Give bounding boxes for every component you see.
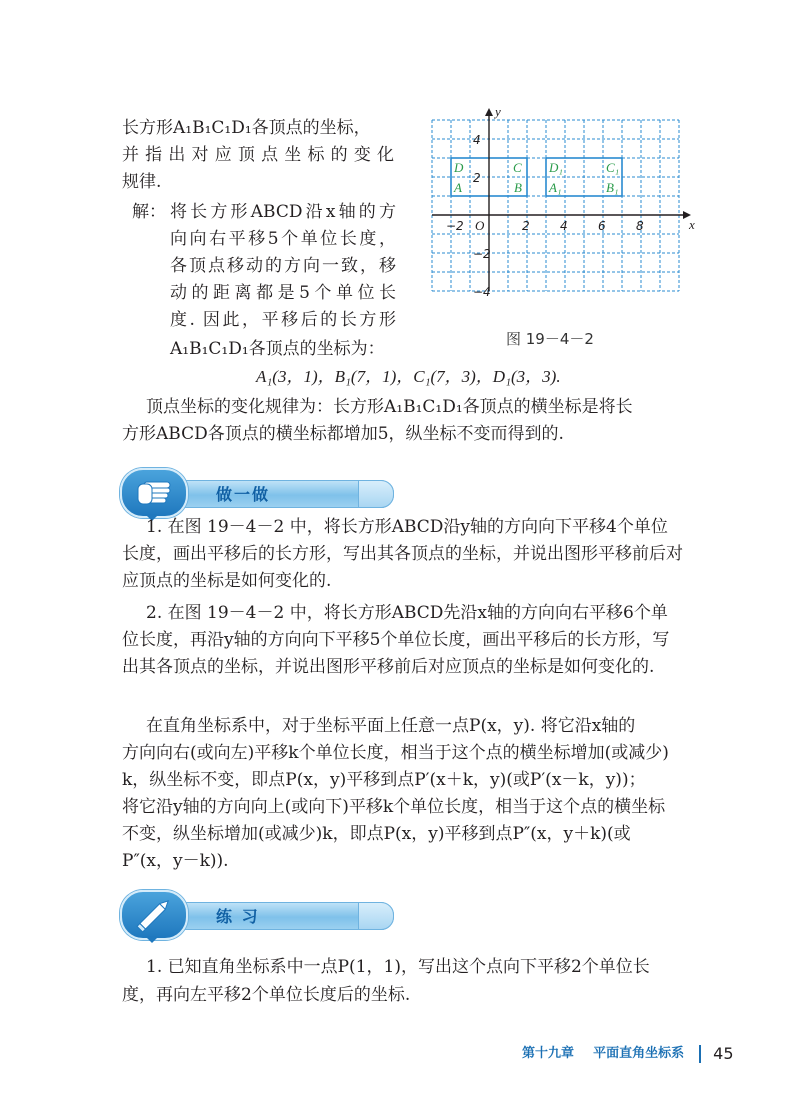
solution-line-4: 动的距离都是5个单位长 [170, 283, 396, 303]
axes [432, 108, 691, 291]
summary-line-5: 不变，纵坐标增加(或减少)k，即点P(x，y)平移到点P″(x，y＋k)(或 [122, 824, 631, 844]
footer-section: 平面直角坐标系 [593, 1046, 685, 1061]
point-label-d: D [454, 160, 464, 175]
solution-rule-1: 顶点坐标的变化规律为：长方形A₁B₁C₁D₁各顶点的横坐标是将长 [146, 397, 633, 417]
point-label-d1: D₁ [549, 160, 563, 175]
summary-line-3: k，纵坐标不变，即点P(x，y)平移到点P′(x＋k，y)(或P′(x－k，y))； [122, 770, 646, 790]
solution-coordinates: A₁(3，1)，B₁(7，1)，C₁(7，3)，D₁(3，3). [256, 367, 561, 386]
y-tick-label: 4 [473, 133, 481, 147]
x-tick-label: 2 [522, 219, 530, 233]
y-tick-label: −4 [473, 285, 491, 299]
summary-line-4: 将它沿y轴的方向向上(或向下)平移k个单位长度，相当于这个点的横坐标 [122, 797, 666, 817]
origin-label: O [475, 218, 485, 233]
solution-line-5: 度. 因此，平移后的长方形 [170, 310, 396, 330]
y-tick-label: 2 [473, 171, 481, 185]
summary-line-2: 方向向右(或向左)平移k个单位长度，相当于这个点的横坐标增加(或减少) [122, 743, 669, 763]
banner-do-it [120, 468, 400, 518]
x-tick-label: 4 [560, 219, 568, 233]
intro-line-1: 长方形A₁B₁C₁D₁各顶点的坐标， [122, 118, 371, 138]
intro-line-3: 规律. [122, 172, 162, 192]
y-axis-arrow [485, 108, 493, 116]
practice-item-1-line-2: 度，再向左平移2个单位长度后的坐标. [122, 985, 411, 1005]
pencil-icon [122, 892, 186, 938]
coordinate-grid-figure [420, 108, 710, 318]
banner-do-title: 做一做 [216, 485, 271, 504]
figure-caption: 图 19－4－2 [506, 330, 594, 348]
page-number: 45 [713, 1044, 734, 1063]
x-tick-label: −2 [446, 219, 464, 233]
do-item-2-line-2: 位长度，再沿y轴的方向向下平移5个单位长度，画出平移后的长方形，写 [122, 630, 670, 650]
y-tick-label: −2 [473, 247, 491, 261]
solution-label: 解： [132, 202, 166, 222]
practice-item-1-line-1: 1. 已知直角坐标系中一点P(1，1)，写出这个点向下平移2个单位长 [146, 957, 650, 977]
point-label-c1: C₁ [606, 160, 620, 175]
hand-icon [122, 470, 186, 516]
banner-disc [120, 468, 188, 518]
footer-chapter: 第十九章 [522, 1046, 575, 1061]
page-footer [522, 1042, 734, 1063]
banner-practice [120, 890, 400, 940]
x-tick-label: 6 [598, 219, 606, 233]
point-label-c: C [513, 160, 522, 175]
solution-rule-2: 方形ABCD各顶点的横坐标都增加5，纵坐标不变而得到的. [122, 424, 564, 444]
point-label-b: B [514, 180, 522, 195]
solution-line-1: 将长方形ABCD沿x轴的方 [170, 202, 396, 222]
point-label-a: A [454, 180, 462, 195]
do-item-1-line-2: 长度，画出平移后的长方形，写出其各顶点的坐标，并说出图形平移前后对 [122, 544, 683, 564]
solution-line-3: 各顶点移动的方向一致，移 [170, 256, 396, 276]
x-axis-label: x [689, 217, 695, 232]
banner-disc [120, 890, 188, 940]
banner-practice-title: 练 习 [216, 907, 260, 926]
figure-labels [446, 108, 695, 299]
summary-line-6: P″(x，y－k)). [122, 851, 229, 871]
do-item-2-line-3: 出其各顶点的坐标，并说出图形平移前后对应顶点的坐标是如何变化的. [122, 657, 655, 677]
point-label-a1: A₁ [549, 180, 562, 195]
solution-line-2: 向向右平移5个单位长度， [170, 229, 396, 249]
summary-line-1: 在直角坐标系中，对于坐标平面上任意一点P(x，y). 将它沿x轴的 [146, 716, 636, 736]
do-item-2-line-1: 2. 在图 19－4－2 中，将长方形ABCD先沿x轴的方向向右平移6个单 [146, 603, 668, 623]
y-axis-label: y [495, 108, 501, 119]
do-item-1-line-1: 1. 在图 19－4－2 中，将长方形ABCD沿y轴的方向向下平移4个单位 [146, 517, 668, 537]
solution-line-6: A₁B₁C₁D₁各顶点的坐标为： [170, 339, 385, 359]
do-item-1-line-3: 应顶点的坐标是如何变化的. [122, 571, 332, 591]
footer-divider [699, 1045, 701, 1063]
point-label-b1: B₁ [606, 180, 619, 195]
x-tick-label: 8 [636, 219, 644, 233]
intro-line-2: 并指出对应顶点坐标的变化 [122, 145, 394, 165]
dashed-grid [432, 120, 679, 291]
